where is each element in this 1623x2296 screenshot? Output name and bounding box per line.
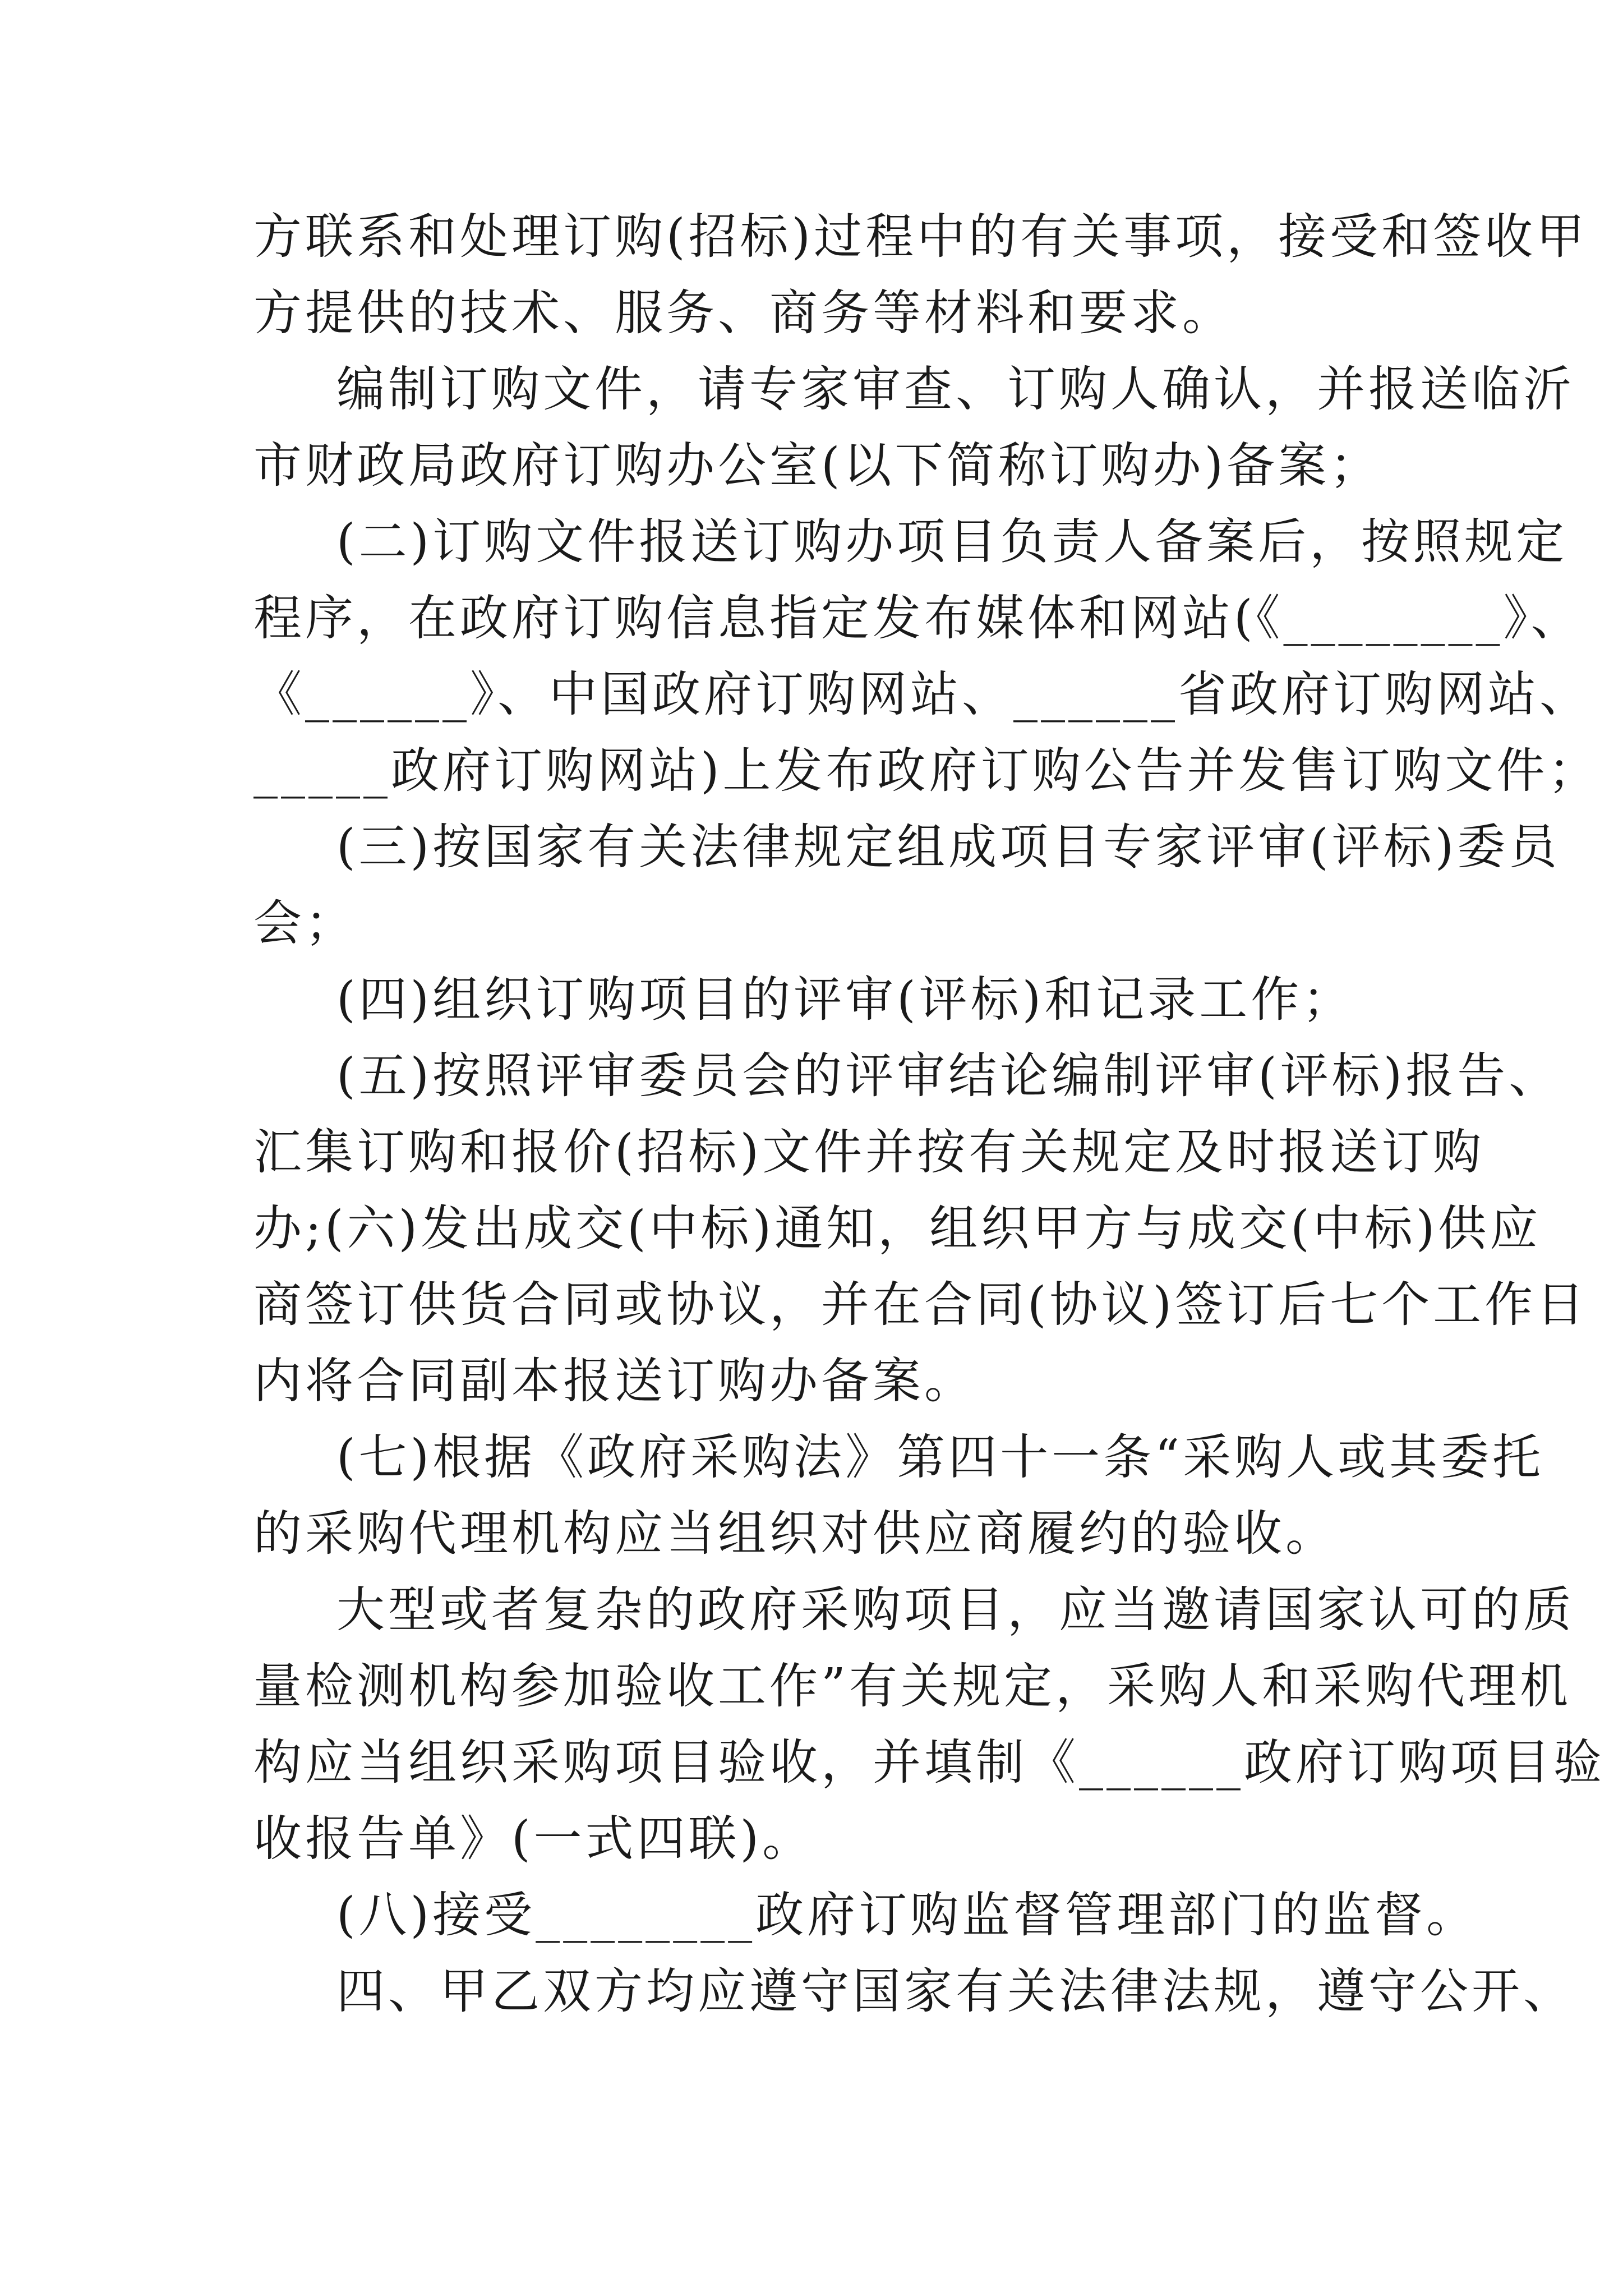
text-line: 商签订供货合同或协议，并在合同(协议)签订后七个工作日 — [253, 1277, 1588, 1333]
text-line: 程序，在政府订购信息指定发布媒体和网站(《________》、 — [253, 590, 1583, 646]
text-line: 内将合同副本报送订购办备案。 — [253, 1353, 976, 1409]
paragraph-first-line: 大型或者复杂的政府采购项目，应当邀请国家认可的质 — [336, 1582, 1575, 1638]
text-line: 方联系和处理订购(招标)过程中的有关事项，接受和签收甲 — [253, 209, 1588, 265]
text-line: 会； — [253, 895, 357, 951]
text-line: 量检测机构参加验收工作”有关规定，采购人和采购代理机 — [253, 1658, 1571, 1714]
text-line: 方提供的技术、服务、商务等材料和要求。 — [253, 285, 1234, 341]
text-line: 市财政局政府订购办公室(以下简称订购办)备案； — [253, 438, 1382, 494]
text-line: 汇集订购和报价(招标)文件并按有关规定及时报送订购 — [253, 1124, 1485, 1180]
paragraph-first-line: (三)按国家有关法律规定组成项目专家评审(评标)委员 — [336, 819, 1561, 875]
text-line: 《______》、中国政府订购网站、______省政府订购网站、 — [253, 666, 1591, 723]
text-line: 的采购代理机构应当组织对供应商履约的验收。 — [253, 1506, 1337, 1562]
paragraph-first-line: 编制订购文件，请专家审查、订购人确认，并报送临沂 — [336, 361, 1575, 417]
paragraph-first-line: 四、甲乙双方均应遵守国家有关法律法规，遵守公开、 — [336, 1963, 1575, 2019]
text-line: 收报告单》(一式四联)。 — [253, 1811, 814, 1867]
paragraph-first-line: (二)订购文件报送订购办项目负责人备案后，按照规定 — [336, 514, 1568, 570]
paragraph-first-line: (八)接受________政府订购监督管理部门的监督。 — [336, 1887, 1478, 1943]
text-line: 办;(六)发出成交(中标)通知，组织甲方与成交(中标)供应 — [253, 1200, 1542, 1257]
paragraph-first-line: (五)按照评审委员会的评审结论编制评审(评标)报告、 — [336, 1048, 1561, 1104]
text-line: _____政府订购网站)上发布政府订购公告并发售订购文件； — [253, 743, 1600, 799]
text-line: 构应当组织采购项目验收，并填制《______政府订购项目验 — [253, 1734, 1605, 1791]
paragraph-first-line: (四)组织订购项目的评审(评标)和记录工作； — [336, 972, 1354, 1028]
paragraph-first-line: (七)根据《政府采购法》第四十一条“采购人或其委托 — [336, 1429, 1544, 1485]
